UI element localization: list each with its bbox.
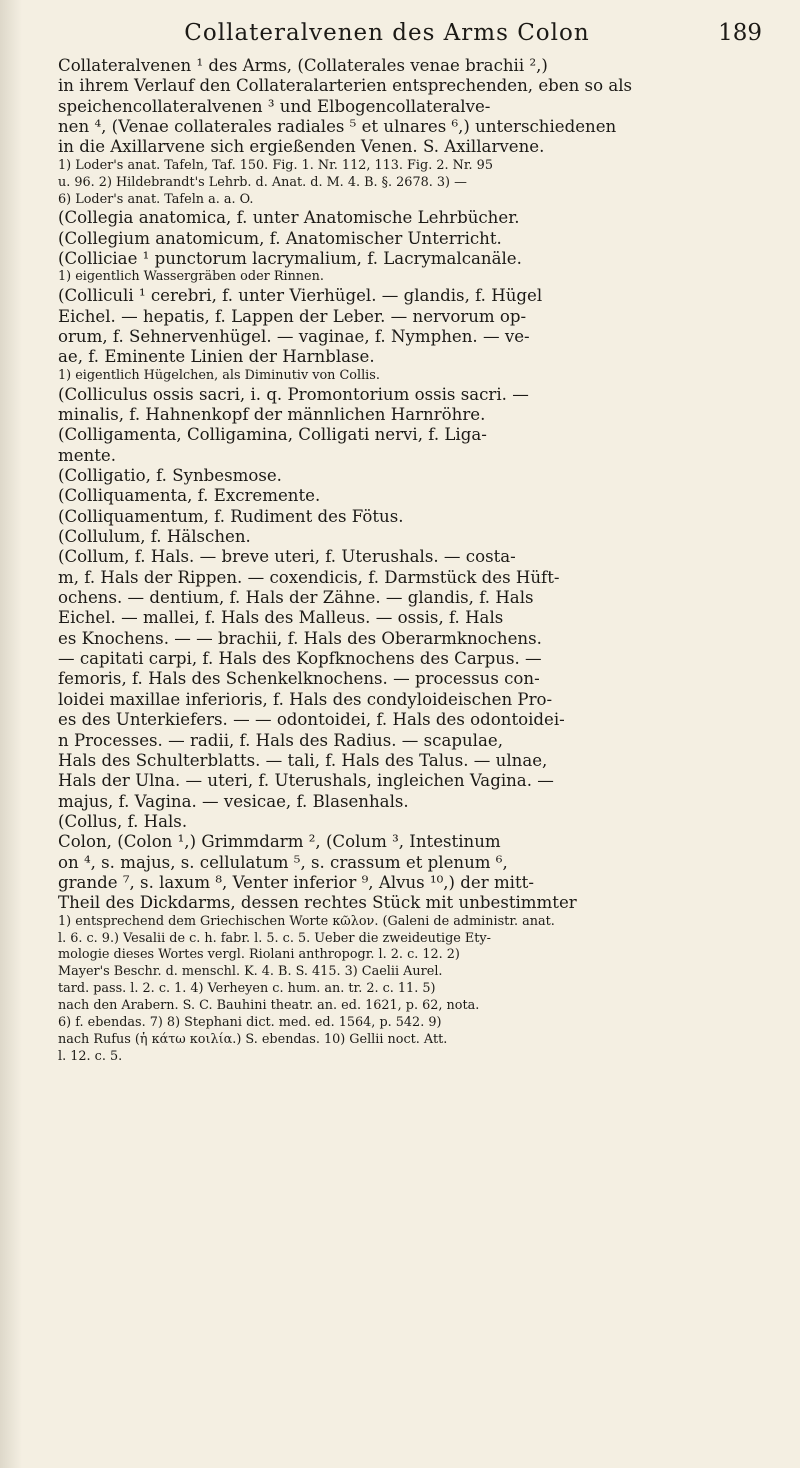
- page-gutter-shadow: [0, 0, 22, 1468]
- entry-line: Hals des Schulterblatts. — tali, f. Hals des Talus. — ulnae,: [58, 750, 548, 770]
- entry-line: (Colliculus ossis sacri, i. q. Promontorium ossis sacri. —: [58, 384, 529, 404]
- entry-line: Hals der Ulna. — uteri, f. Uterushals, ingleichen Vagina. —: [58, 771, 554, 791]
- entry-line: es des Unterkiefers. — — odontoidei, f. Hals des odontoidei-: [58, 710, 565, 730]
- entry-line: minalis, f. Hahnenkopf der männlichen Harnröhre.: [58, 405, 486, 424]
- footnote-line: nach den Arabern. S. C. Bauhini theatr. an. ed. 1621, p. 62, nota.: [58, 998, 480, 1014]
- footnote-line: 1) entsprechend dem Griechischen Worte κῶλον. (Galeni de administr. anat.: [58, 913, 555, 929]
- footnote-line: u. 96. 2) Hildebrandt's Lehrb. d. Anat. d. M. 4. B. §. 2678. 3) —: [58, 174, 467, 190]
- entry-line: majus, f. Vagina. — vesicae, f. Blasenhals.: [58, 791, 409, 811]
- footnote-line: 1) eigentlich Wassergräben oder Rinnen.: [58, 269, 324, 285]
- footnote-line: 6) Loder's anat. Tafeln a. a. O.: [58, 191, 254, 207]
- entry-line: (Colligatio, f. Synbesmose.: [58, 466, 282, 486]
- entry-line: (Collegia anatomica, f. unter Anatomische Lehrbücher.: [58, 208, 520, 228]
- entry-line: mente.: [58, 445, 117, 465]
- entry-line: — capitati carpi, f. Hals des Kopfknochens des Carpus. —: [58, 649, 542, 669]
- entry-line: (Colliciae ¹ punctorum lacrymalium, f. Lacrymalcanäle.: [58, 249, 522, 269]
- entry-line: n Processes. — radii, f. Hals des Radius. — scapulae,: [58, 730, 503, 750]
- footnote-line: 6) f. ebendas. 7) 8) Stephani dict. med. ed. 1564, p. 542. 9): [58, 1015, 442, 1031]
- footnote-line: mologie dieses Wortes vergl. Riolani anthropogr. l. 2. c. 12. 2): [58, 947, 460, 963]
- running-head: Collateralvenen des Arms Colon: [184, 20, 590, 46]
- entry-line: (Collegium anatomicum, f. Anatomischer Unterricht.: [58, 228, 502, 248]
- entry-line: (Collus, f. Hals.: [58, 811, 188, 831]
- entry-line: Eichel. — mallei, f. Hals des Malleus. — ossis, f. Hals: [58, 608, 504, 628]
- entry-line: in die Axillarvene sich ergießenden Venen. S. Axillarvene.: [58, 137, 545, 157]
- entry-line: ochens. — dentium, f. Hals der Zähne. — glandis, f. Hals: [58, 588, 534, 608]
- footnote-line: l. 6. c. 9.) Vesalii de c. h. fabr. l. 5. c. 5. Ueber die zweideutige Ety-: [58, 930, 491, 946]
- entry-line: Colon, (Colon ¹,) Grimmdarm ², (Colum ³, Intestinum: [58, 832, 501, 852]
- footnote-line: 1) Loder's anat. Tafeln, Taf. 150. Fig. 1. Nr. 112, 113. Fig. 2. Nr. 95: [58, 157, 493, 173]
- entry-line: loidei maxillae inferioris, f. Hals des condyloideischen Pro-: [58, 689, 553, 709]
- page-header: [72, 14, 762, 54]
- footnote-line: 1) eigentlich Hügelchen, als Diminutiv von Collis.: [58, 367, 380, 383]
- entry-line: in ihrem Verlauf den Collateralarterien entsprechenden, eben so als: [58, 76, 633, 96]
- footnote-line: nach Rufus (ἡ κάτω κοιλία.) S. ebendas. 10) Gellii noct. Att.: [58, 1031, 448, 1047]
- dictionary-entries: [58, 56, 768, 1452]
- entry-line: (Colligamenta, Colligamina, Colligati nervi, f. Liga-: [58, 425, 487, 445]
- entry-line: (Colliquamentum, f. Rudiment des Fötus.: [58, 506, 404, 526]
- footnote-line: l. 12. c. 5.: [58, 1048, 123, 1064]
- page-number: 189: [718, 20, 762, 46]
- footnote-line: Mayer's Beschr. d. menschl. K. 4. B. S. 415. 3) Caelii Aurel.: [58, 964, 443, 980]
- entry-line: (Collulum, f. Hälschen.: [58, 527, 251, 547]
- entry-line: femoris, f. Hals des Schenkelknochens. — processus con-: [58, 669, 540, 689]
- entry-line: speichencollateralvenen ³ und Elbogencollateralve-: [58, 96, 491, 116]
- entry-line: Eichel. — hepatis, f. Lappen der Leber. — nervorum op-: [58, 306, 527, 326]
- entry-line: Theil des Dickdarms, dessen rechtes Stück mit unbestimmter: [58, 893, 577, 913]
- entry-line: orum, f. Sehnervenhügel. — vaginae, f. Nymphen. — ve-: [58, 327, 530, 347]
- entry-line: (Collum, f. Hals. — breve uteri, f. Uterushals. — costa-: [58, 547, 516, 567]
- footnote-line: tard. pass. l. 2. c. 1. 4) Verheyen c. hum. an. tr. 2. c. 11. 5): [58, 981, 436, 997]
- entry-line: nen ⁴, (Venae collaterales radiales ⁵ et ulnares ⁶,) unterschiedenen: [58, 117, 617, 137]
- entry-line: (Colliquamenta, f. Excremente.: [58, 486, 321, 506]
- entry-line: (Colliculi ¹ cerebri, f. unter Vierhügel. — glandis, f. Hügel: [58, 286, 543, 306]
- entry-line: on ⁴, s. majus, s. cellulatum ⁵, s. crassum et plenum ⁶,: [58, 852, 508, 872]
- entry-line: grande ⁷, s. laxum ⁸, Venter inferior ⁹, Alvus ¹⁰,) der mitt-: [58, 872, 534, 892]
- entry-line: ae, f. Eminente Linien der Harnblase.: [58, 347, 375, 367]
- entry-line: m, f. Hals der Rippen. — coxendicis, f. Darmstück des Hüft-: [58, 567, 560, 587]
- entry-line: es Knochens. — — brachii, f. Hals des Oberarmknochens.: [58, 628, 542, 648]
- entry-line: Collateralvenen ¹ des Arms, (Collaterales venae brachii ²,): [58, 56, 548, 75]
